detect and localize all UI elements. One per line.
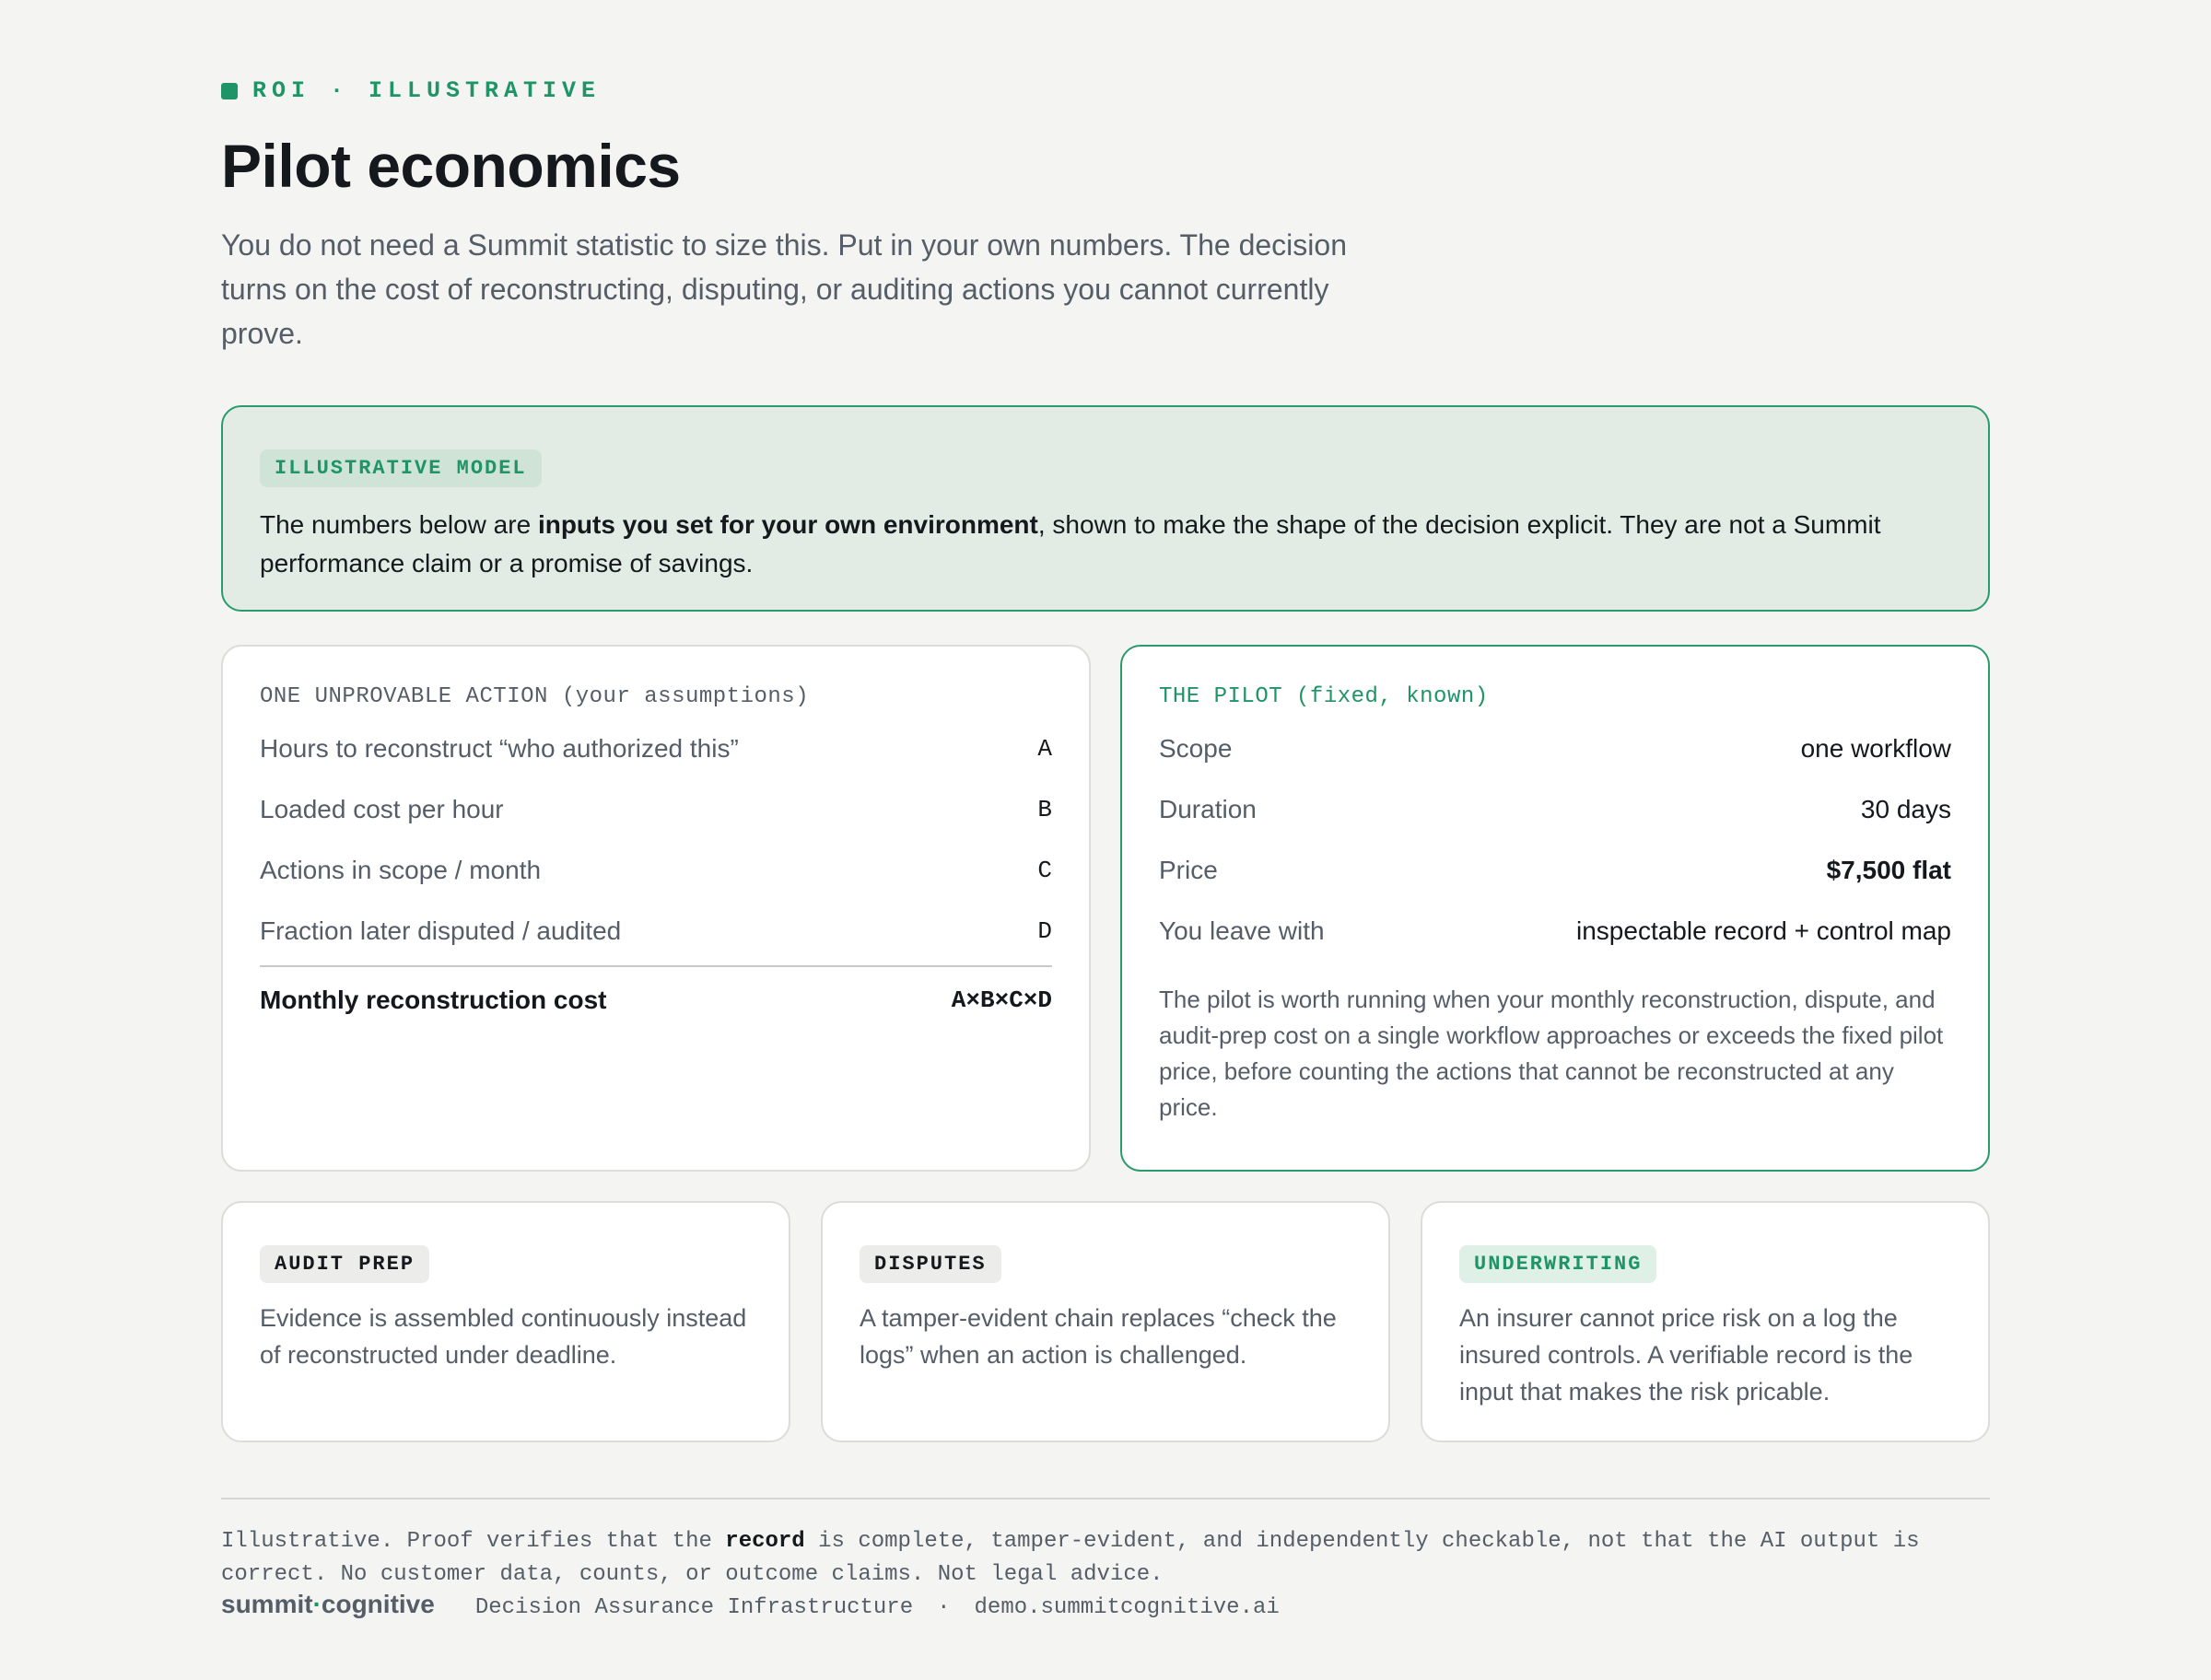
assumption-variable: D: [1037, 917, 1052, 945]
disclaimer-bold: record: [725, 1529, 805, 1554]
brand-tagline: Decision Assurance Infrastructure: [474, 1595, 914, 1620]
pilot-row: [1159, 840, 1951, 901]
intro-paragraph: You do not need a Summit statistic to size this. Put in your own numbers. The decision turns on the cost of reconstructing, disputing, or auditing actions you cannot currently prove.: [221, 228, 1347, 350]
illustrative-model-tag: ILLUSTRATIVE MODEL: [260, 449, 542, 487]
assumptions-card: [221, 645, 1091, 1172]
notice-text-start: The numbers below are: [260, 510, 538, 539]
assumption-label: Fraction later disputed / audited: [260, 916, 622, 945]
pilot-label: Scope: [1159, 734, 1233, 763]
assumption-variable: B: [1037, 796, 1052, 823]
brand-dot: ·: [312, 1590, 322, 1618]
benefit-card-audit-prep: [221, 1201, 790, 1442]
footer-domain: demo.summitcognitive.ai: [974, 1595, 1280, 1620]
eyebrow: [221, 77, 601, 104]
assumption-variable: A: [1037, 735, 1052, 763]
benefit-tag: DISPUTES: [860, 1245, 1001, 1283]
pilot-value: 30 days: [1860, 795, 1951, 823]
pilot-label: You leave with: [1159, 916, 1325, 945]
assumption-label: Actions in scope / month: [260, 856, 542, 884]
benefit-card-disputes: [821, 1201, 1390, 1442]
eyebrow-label: ROI · ILLUSTRATIVE: [252, 77, 602, 104]
disclaimer-start: Illustrative. Proof verifies that the: [221, 1529, 726, 1554]
benefit-tag: UNDERWRITING: [1459, 1245, 1656, 1283]
footer-brand-line: [221, 1590, 1280, 1620]
pilot-row: [1159, 901, 1951, 962]
footer-disclaimer: [221, 1525, 1990, 1592]
page-title: Pilot economics: [221, 132, 681, 200]
brand-part-a: summit: [221, 1590, 313, 1618]
brand-part-b: cognitive: [321, 1590, 435, 1618]
pilot-card: [1120, 645, 1990, 1172]
assumptions-heading: ONE UNPROVABLE ACTION (your assumptions): [260, 684, 810, 709]
benefit-text: An insurer cannot price risk on a log the insured controls. A verifiable record is the input that makes the risk pricable.: [1459, 1304, 1913, 1406]
assumption-row: [260, 779, 1052, 840]
footer-separator: ·: [937, 1595, 951, 1620]
pilot-row: [1159, 779, 1951, 840]
benefit-tag: AUDIT PREP: [260, 1245, 429, 1283]
illustrative-notice: [221, 405, 1990, 612]
assumption-variable: C: [1037, 857, 1052, 884]
total-formula: A×B×C×D: [951, 986, 1052, 1014]
disclaimer-end: is complete, tamper-evident, and independently checkable, not that the AI output is correct. No customer data, counts, or outcome claims. Not legal advice.: [221, 1529, 1920, 1587]
pilot-row: [1159, 718, 1951, 779]
brand-logo: [221, 1590, 435, 1619]
assumption-row: [260, 840, 1052, 901]
pilot-heading: THE PILOT (fixed, known): [1159, 684, 1489, 709]
notice-text-bold: inputs you set for your own environment: [537, 510, 1038, 539]
footer-divider: [221, 1498, 1990, 1499]
benefit-text: A tamper-evident chain replaces “check the logs” when an action is challenged.: [860, 1304, 1337, 1369]
square-bullet-icon: [221, 83, 238, 99]
pilot-value: inspectable record + control map: [1576, 916, 1951, 945]
notice-text-end: , shown to make the shape of the decision explicit. They are not a Summit performance claim or a promise of savings.: [260, 510, 1881, 578]
assumption-row: [260, 901, 1052, 962]
total-row: [260, 967, 1052, 1033]
pilot-label: Duration: [1159, 795, 1257, 823]
assumption-label: Hours to reconstruct “who authorized this”: [260, 734, 739, 763]
pilot-label: Price: [1159, 856, 1218, 884]
total-label: Monthly reconstruction cost: [260, 986, 607, 1014]
benefit-card-underwriting: [1421, 1201, 1990, 1442]
pilot-value: one workflow: [1800, 734, 1951, 763]
benefit-text: Evidence is assembled continuously instead of reconstructed under deadline.: [260, 1304, 747, 1369]
assumption-row: [260, 718, 1052, 779]
assumption-label: Loaded cost per hour: [260, 795, 504, 823]
pilot-price-value: $7,500 flat: [1826, 856, 1951, 884]
notice-text: [260, 506, 1951, 583]
pilot-note: The pilot is worth running when your monthly reconstruction, dispute, and audit-prep cost on a single workflow approaches or exceeds the fixed pilot price, before counting the actions that cannot be reconstructed at any price.: [1159, 986, 1944, 1121]
